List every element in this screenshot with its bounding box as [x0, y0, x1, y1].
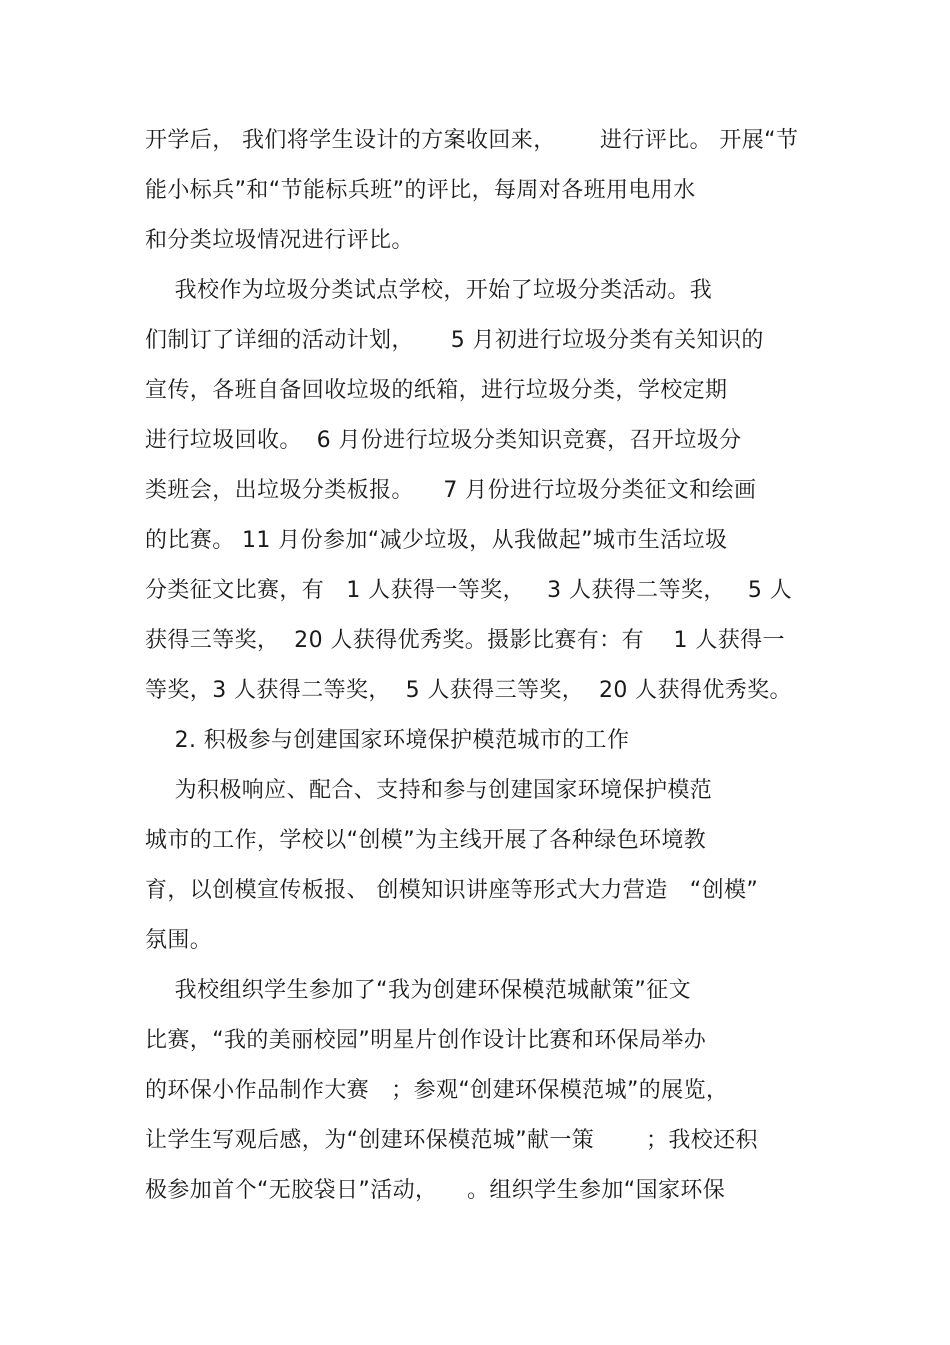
text-line: 为积极响应、配合、支持和参与创建国家环境保护模范	[145, 778, 713, 803]
text-line: 氛围。	[145, 928, 213, 953]
text-line: 开学后， 我们将学生设计的方案收回来， 进行评比。 开展“节	[145, 128, 799, 153]
text-line: 类班会，出垃圾分类板报。 7 月份进行垃圾分类征文和绘画	[145, 478, 757, 503]
text-line: 和分类垃圾情况进行评比。	[145, 228, 414, 253]
text-line: 让学生写观后感，为“创建环保模范城”献一策 ；我校还积	[145, 1128, 758, 1153]
text-line: 我校作为垃圾分类试点学校，开始了垃圾分类活动。我	[145, 278, 713, 303]
text-line: 获得三等奖， 20 人获得优秀奖。摄影比赛有：有 1 人获得一	[145, 628, 785, 653]
text-line: 们制订了详细的活动计划， 5 月初进行垃圾分类有关知识的	[145, 328, 764, 353]
text-line: 进行垃圾回收。 6 月份进行垃圾分类知识竞赛，召开垃圾分	[145, 428, 742, 453]
text-line: 育，以创模宣传板报、 创模知识讲座等形式大力营造 “创模”	[145, 878, 759, 903]
text-line: 的比赛。 11 月份参加“减少垃圾，从我做起”城市生活垃圾	[145, 528, 728, 553]
text-line: 城市的工作，学校以“创模”为主线开展了各种绿色环境教	[145, 828, 707, 853]
text-line: 能小标兵”和“节能标兵班”的评比，每周对各班用电用水	[145, 178, 696, 203]
text-line: 分类征文比赛，有 1 人获得一等奖， 3 人获得二等奖， 5 人	[145, 578, 793, 603]
text-line: 的环保小作品制作大赛 ；参观“创建环保模范城”的展览，	[145, 1078, 729, 1103]
text-line: 等奖，3 人获得二等奖， 5 人获得三等奖， 20 人获得优秀奖。	[145, 678, 792, 703]
text-line: 比赛，“我的美丽校园”明星片创作设计比赛和环保局举办	[145, 1028, 707, 1053]
text-line: 极参加首个“无胶袋日”活动， 。组织学生参加“国家环保	[145, 1178, 726, 1203]
text-line: 我校组织学生参加了“我为创建环保模范城献策”征文	[145, 978, 691, 1003]
text-line: 宣传，各班自备回收垃圾的纸箱，进行垃圾分类，学校定期	[145, 378, 728, 403]
section-heading: 2. 积极参与创建国家环境保护模范城市的工作	[145, 728, 630, 753]
